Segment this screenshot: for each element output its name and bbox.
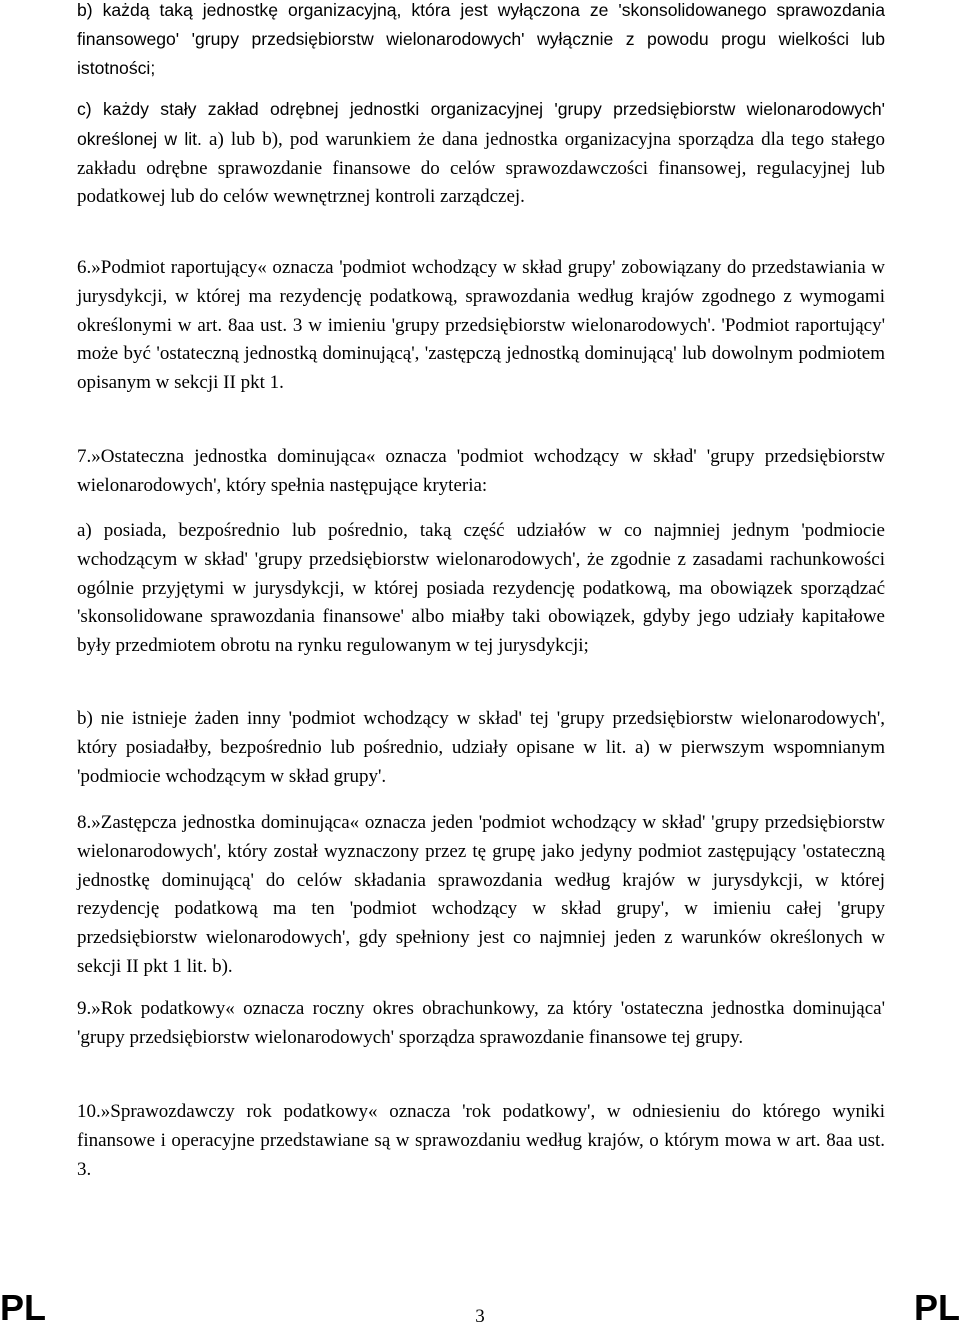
definition-9: 9.»Rok podatkowy« oznacza roczny okres obrachunkowy, za który 'ostateczna jednostka dominująca' 'grupy przedsiębiorstw wielonarodowych' sporządza sprawozdanie finansowe tej grupy. [77,998,885,1048]
definition-7-a: a) posiada, bezpośrednio lub pośrednio, taką część udziałów w co najmniej jednym 'podmiocie wchodzącym w skład' 'grupy przedsiębiorstw wielonarodowych', że zgodnie z zasadami rachunkowości ogólnie przyjętymi w jurysdykcji, w której posiada rezydencję podatkową, ma obowiązek sporządzać 'skonsolidowane sprawozdania finansowe' albo miałby taki obowiązek, gdyby jego udziały kapitałowe były przedmiotem obrotu na rynku regulowanym w tej jurysdykcji; [77,520,885,657]
page-number: 3 [475,1306,485,1327]
paragraph-c-establishment [77,95,885,212]
paragraph-c-serif-part: a) lub b), pod warunkiem że dana jednostka organizacyjna sporządza dla tego stałego zakładu odrębne sprawozdanie finansowe do celów sprawozdawczości finansowej, regulacyjnej lub podatkowej lub do celów wewnętrznej kontroli zarządczej. [77,128,885,208]
definition-10: 10.»Sprawozdawczy rok podatkowy« oznacza 'rok podatkowy', w odniesieniu do którego wyniki finansowe i operacyjne przedstawiane są w sprawozdaniu według krajów, o którym mowa w art. 8aa ust. 3. [77,1101,885,1180]
footer-language-label-right: PL [913,1287,960,1328]
footer-language-label-left: PL [0,1287,47,1328]
definition-7-b: b) nie istnieje żaden inny 'podmiot wchodzący w skład' tej 'grupy przedsiębiorstw wielonarodowych', który posiadałby, bezpośrednio lub pośrednio, udziały opisane w lit. a) w pierwszym wspomnianym 'podmiocie wchodzącym w skład grupy'. [77,708,885,787]
definition-7: 7.»Ostateczna jednostka dominująca« oznacza 'podmiot wchodzący w skład' 'grupy przedsiębiorstw wielonarodowych', który spełnia następujące kryteria: [77,446,885,496]
paragraph-c-sans-part: c) każdy stały zakład odrębnej jednostki organizacyjnej 'grupy przedsiębiorstw wielonarodowych' określonej w lit. [77,99,885,149]
definition-6: 6.»Podmiot raportujący« oznacza 'podmiot wchodzący w skład grupy' zobowiązany do przedstawiania w jurysdykcji, w której ma rezydencję podatkową, sprawozdania według krajów zgodnego z wymogami określonymi w art. 8aa ust. 3 w imieniu 'grupy przedsiębiorstw wielonarodowych'. 'Podmiot raportujący' może być 'ostateczną jednostką dominującą', 'zastępczą jednostką dominującą' lub dowolnym podmiotem opisanym w sekcji II pkt 1. [77,257,885,394]
definition-8: 8.»Zastępcza jednostka dominująca« oznacza jeden 'podmiot wchodzący w skład' 'grupy przedsiębiorstw wielonarodowych', który został wyznaczony przez tę grupę jako jedyny podmiot zastępujący 'ostateczną jednostkę dominującą' do celów składania sprawozdania według krajów w jurysdykcji, w której rezydencję podatkową ma ten 'podmiot wchodzący w skład grupy', w imieniu całej 'grupy przedsiębiorstw wielonarodowych', gdy spełniony jest co najmniej jeden z warunków określonych w sekcji II pkt 1 lit. b). [77,812,885,977]
paragraph-b-unit: b) każdą taką jednostkę organizacyjną, która jest wyłączona ze 'skonsolidowanego sprawozdania finansowego' 'grupy przedsiębiorstw wielonarodowych' wyłącznie z powodu progu wielkości lub istotności; [77,0,885,78]
